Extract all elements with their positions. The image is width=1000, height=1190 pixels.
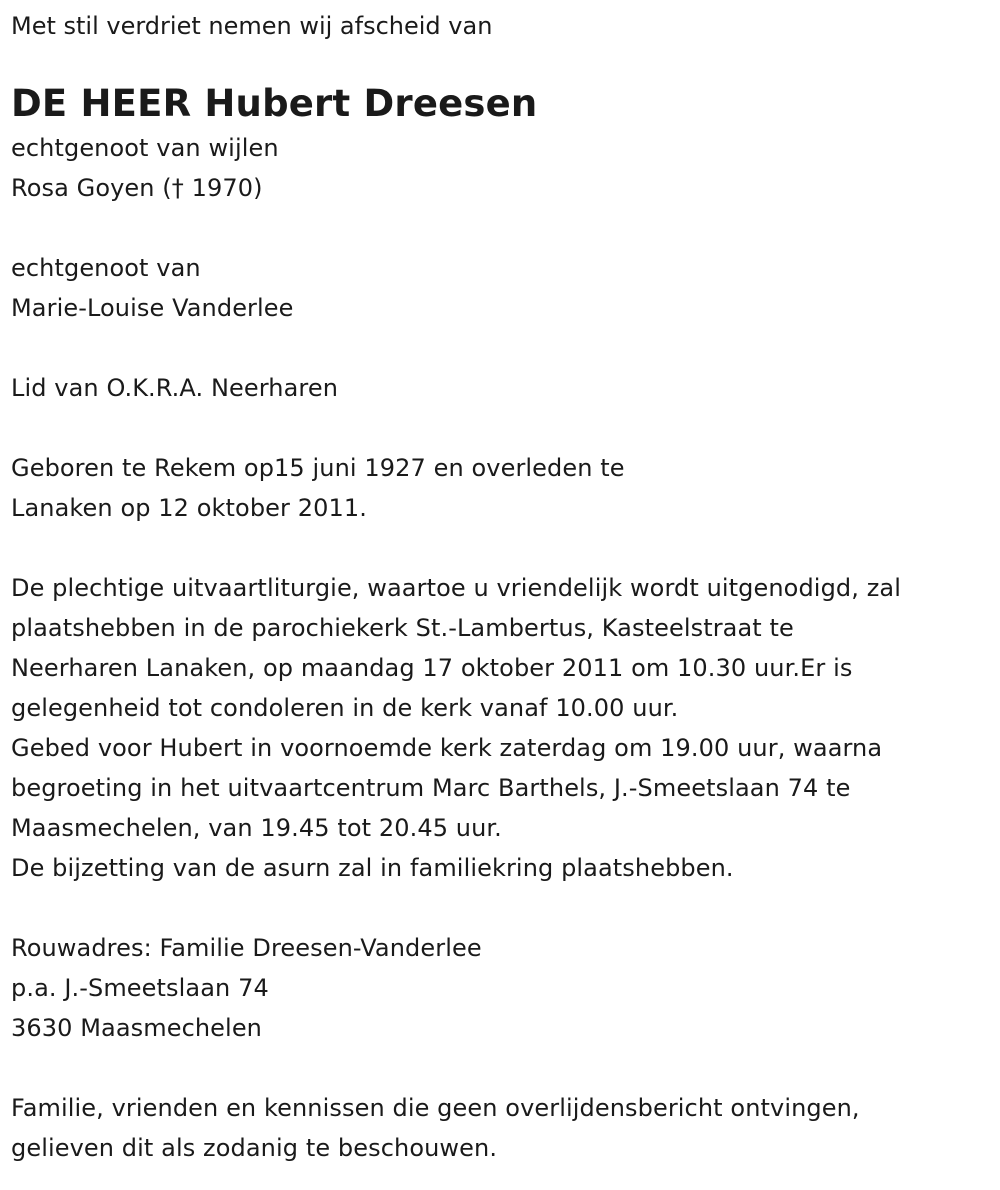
spacer — [11, 208, 996, 248]
spouse-label: echtgenoot van — [11, 254, 201, 282]
ceremony-line-4: gelegenheid tot condoleren in de kerk vanaf 10.00 uur. — [11, 694, 679, 722]
address-line-2: p.a. J.-Smeetslaan 74 — [11, 974, 269, 1002]
cross-icon: † — [171, 174, 184, 202]
spacer — [11, 1048, 996, 1088]
spacer — [11, 328, 996, 368]
deceased-name: DE HEER Hubert Dreesen — [11, 82, 538, 125]
ceremony-line-5: Gebed voor Hubert in voornoemde kerk zaterdag om 19.00 uur, waarna — [11, 734, 883, 762]
ceremony-line-7: Maasmechelen, van 19.45 tot 20.45 uur. — [11, 814, 502, 842]
spacer — [11, 888, 996, 928]
ceremony-line-8: De bijzetting van de asurn zal in familiekring plaatshebben. — [11, 854, 734, 882]
spacer — [11, 528, 996, 568]
ceremony-line-6: begroeting in het uitvaartcentrum Marc Barthels, J.-Smeetslaan 74 te — [11, 774, 851, 802]
birth-death-line-1: Geboren te Rekem op15 juni 1927 en overleden te — [11, 454, 625, 482]
spouse-name: Marie-Louise Vanderlee — [11, 294, 294, 322]
intro-line: Met stil verdriet nemen wij afscheid van — [11, 12, 493, 40]
ceremony-line-3: Neerharen Lanaken, op maandag 17 oktober 2011 om 10.30 uur.Er is — [11, 654, 853, 682]
birth-death-line-2: Lanaken op 12 oktober 2011. — [11, 494, 367, 522]
closing-line-2: gelieven dit als zodanig te beschouwen. — [11, 1134, 498, 1162]
address-line-3: 3630 Maasmechelen — [11, 1014, 262, 1042]
ceremony-line-2: plaatshebben in de parochiekerk St.-Lambertus, Kasteelstraat te — [11, 614, 794, 642]
address-line-1: Rouwadres: Familie Dreesen-Vanderlee — [11, 934, 482, 962]
obituary-notice — [11, 6, 996, 1168]
ceremony-line-1: De plechtige uitvaartliturgie, waartoe u vriendelijk wordt uitgenodigd, zal — [11, 574, 901, 602]
closing-line-1: Familie, vrienden en kennissen die geen overlijdensbericht ontvingen, — [11, 1094, 860, 1122]
late-spouse-name-text: Rosa Goyen ( — [11, 174, 172, 202]
late-spouse-name — [11, 168, 996, 208]
membership-line: Lid van O.K.R.A. Neerharen — [11, 374, 339, 402]
late-spouse-year: 1970) — [191, 174, 263, 202]
late-spouse-label: echtgenoot van wijlen — [11, 134, 279, 162]
spacer — [11, 408, 996, 448]
